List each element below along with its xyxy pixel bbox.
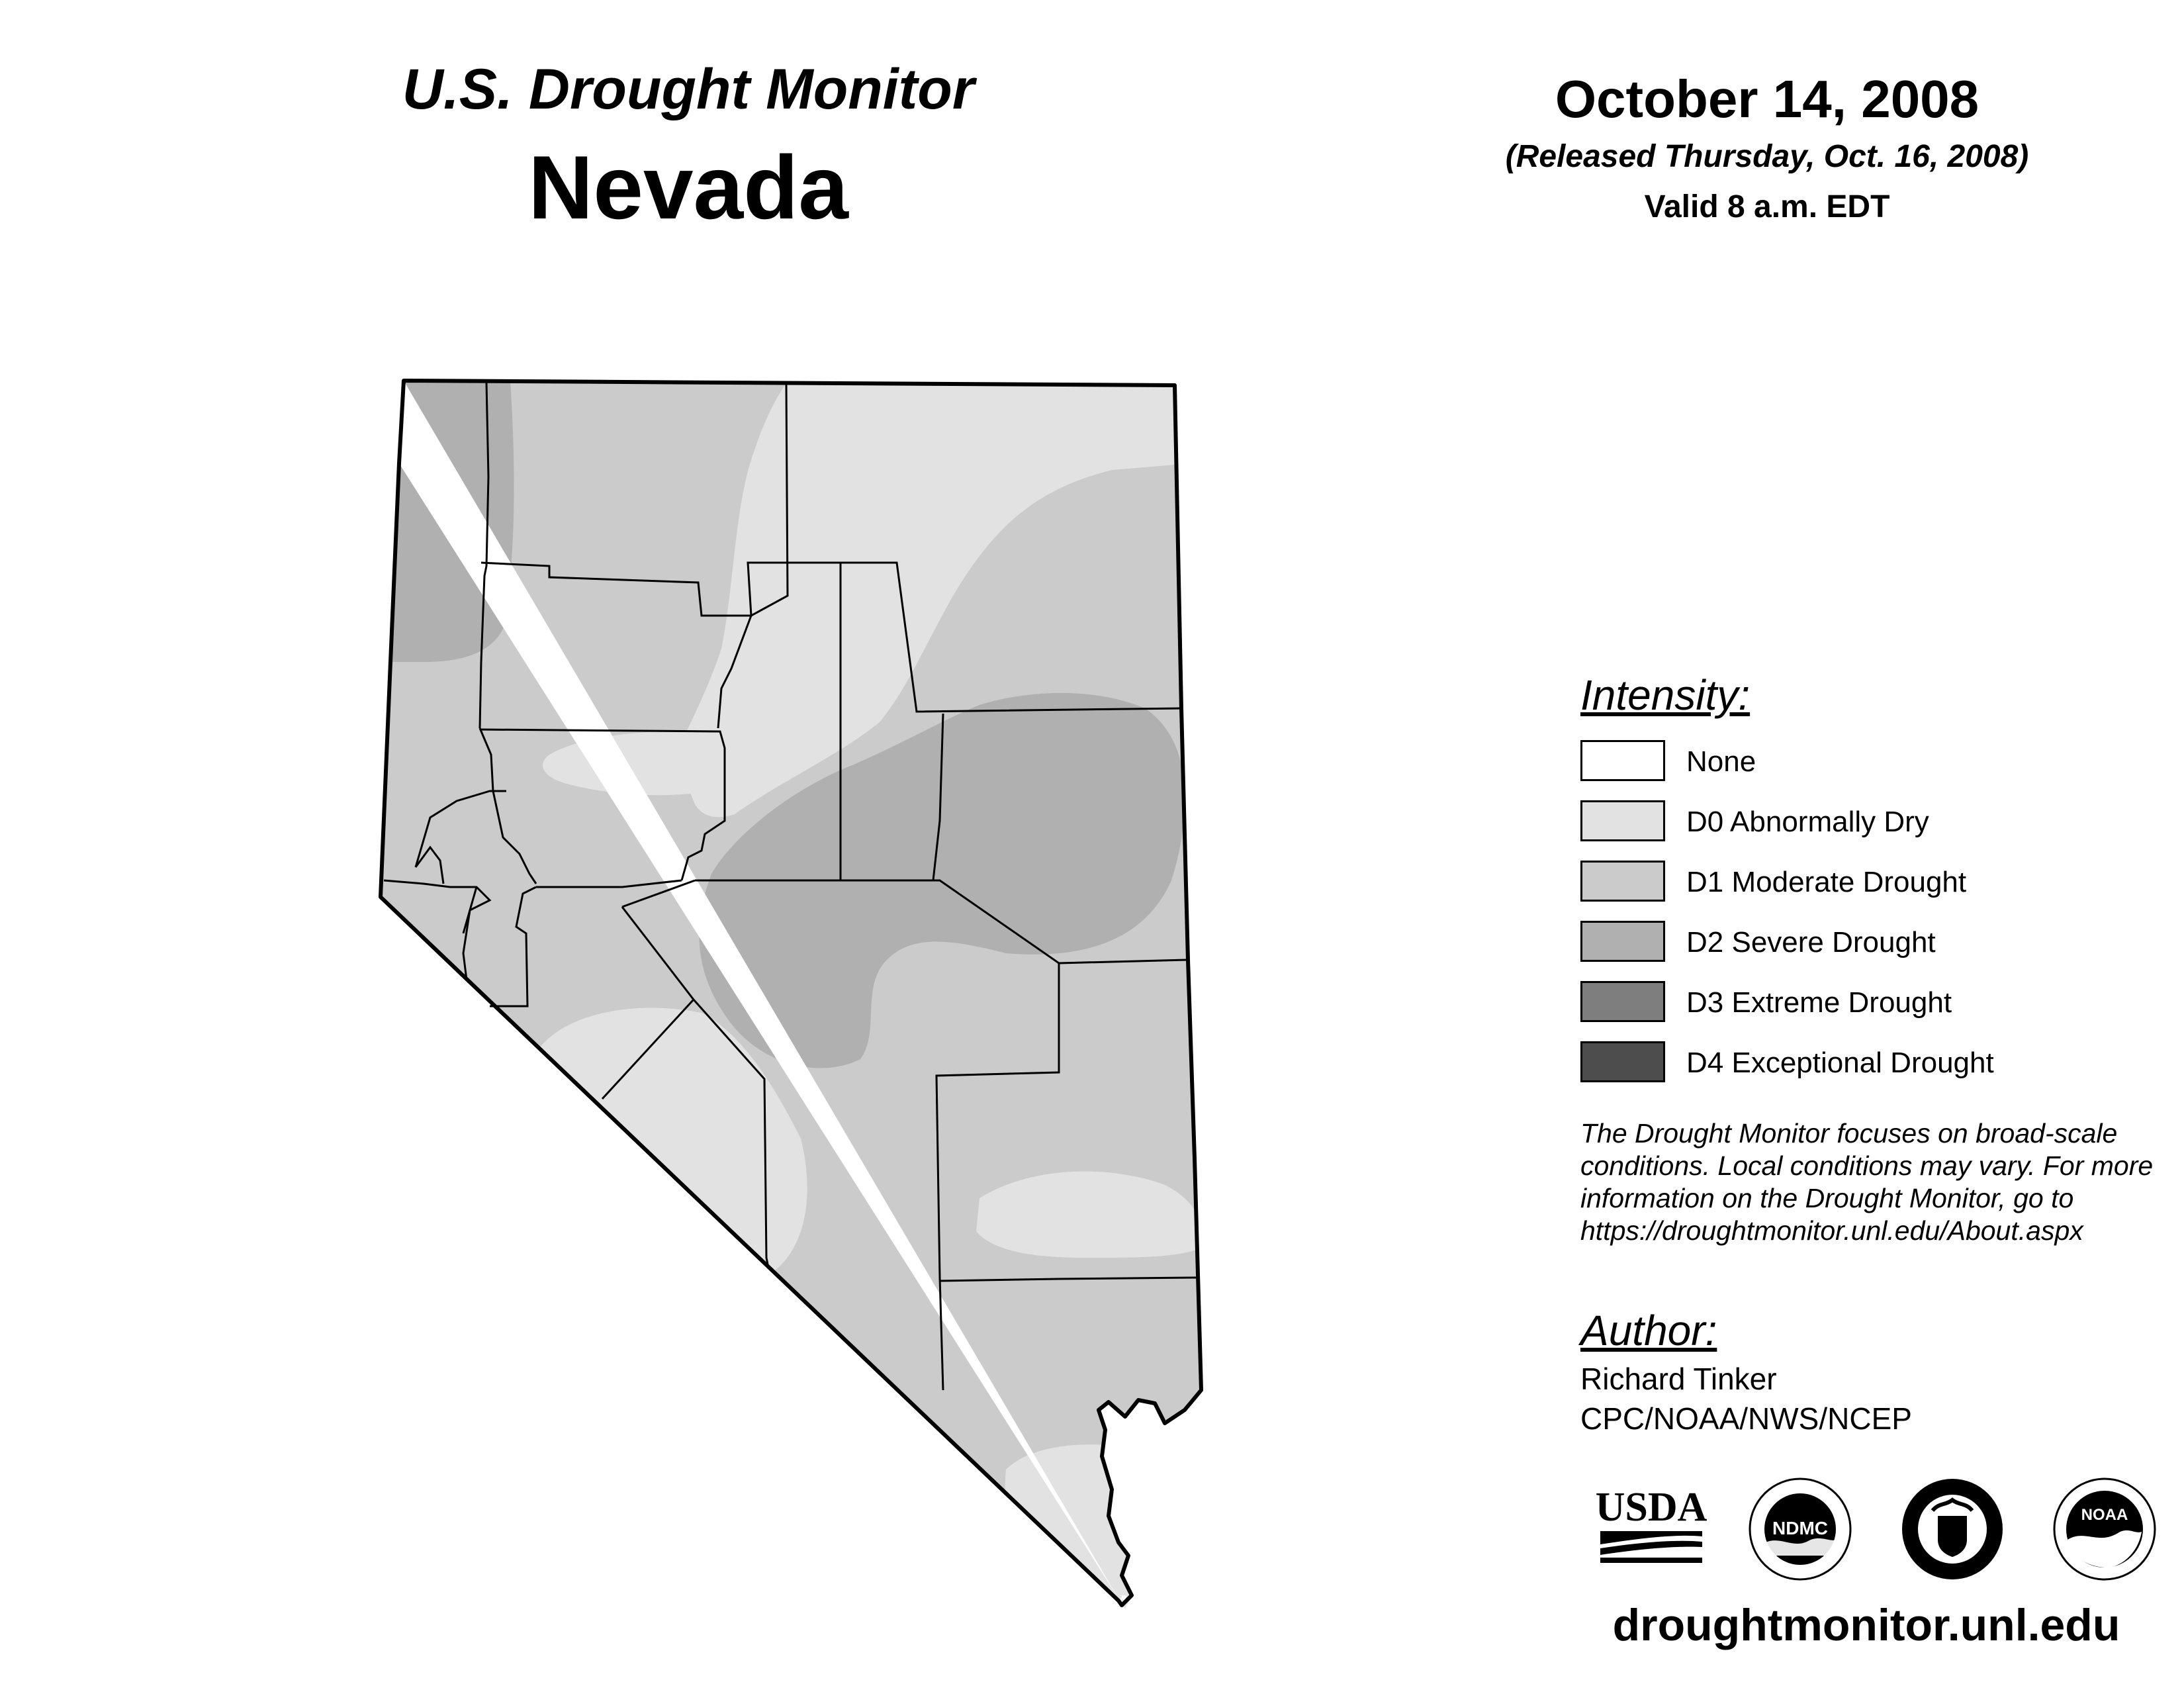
legend-swatch [1580,981,1665,1022]
state-name: Nevada [528,137,848,238]
legend-label: D2 Severe Drought [1686,926,1936,959]
usda-logo-text: USDA [1595,1486,1707,1530]
map-title: U.S. Drought Monitor [402,58,975,121]
disclaimer-note [1580,1117,2176,1247]
website-link[interactable]: droughtmonitor.unl.edu [1612,1600,2120,1650]
author-heading: Author: [1580,1307,1717,1354]
noaa-logo [2052,1476,2158,1582]
author-name: Richard Tinker [1580,1362,1777,1396]
legend-swatch [1580,921,1665,962]
map-date: October 14, 2008 [1555,70,1979,128]
commerce-seal-logo [1899,1476,2005,1582]
legend-swatch [1580,740,1665,781]
legend-swatch [1580,800,1665,841]
legend-label: D3 Extreme Drought [1686,986,1952,1019]
valid-time: Valid 8 a.m. EDT [1644,189,1890,224]
legend-label: D4 Exceptional Drought [1686,1047,1994,1079]
note-link[interactable]: https://droughtmonitor.unl.edu/About.aspx [1580,1215,2083,1246]
legend-item-d2 [1580,921,2163,963]
noaa-logo-text: NOAA [2081,1506,2128,1524]
ndmc-logo-text: NDMC [1772,1518,1828,1538]
note-line: The Drought Monitor focuses on broad-scale [1580,1118,2118,1149]
legend-item-none [1580,740,2163,782]
legend [1580,669,2163,1102]
usda-logo [1595,1486,1707,1566]
legend-heading: Intensity: [1580,671,1751,719]
release-date: (Released Thursday, Oct. 16, 2008) [1505,139,2029,174]
legend-label: D1 Moderate Drought [1686,866,1967,898]
note-line: conditions. Local conditions may vary. For more [1580,1150,2154,1181]
legend-item-d4 [1580,1041,2163,1084]
legend-swatch [1580,861,1665,902]
legend-item-d0 [1580,800,2163,843]
author-org: CPC/NOAA/NWS/NCEP [1580,1401,1912,1436]
note-line: information on the Drought Monitor, go to [1580,1183,2074,1213]
legend-swatch [1580,1041,1665,1082]
drought-areas [331,331,1257,1655]
legend-label: D0 Abnormally Dry [1686,806,1929,838]
ndmc-logo [1747,1476,1853,1582]
legend-item-d1 [1580,861,2163,903]
legend-label: None [1686,745,1756,778]
legend-item-d3 [1580,981,2163,1023]
